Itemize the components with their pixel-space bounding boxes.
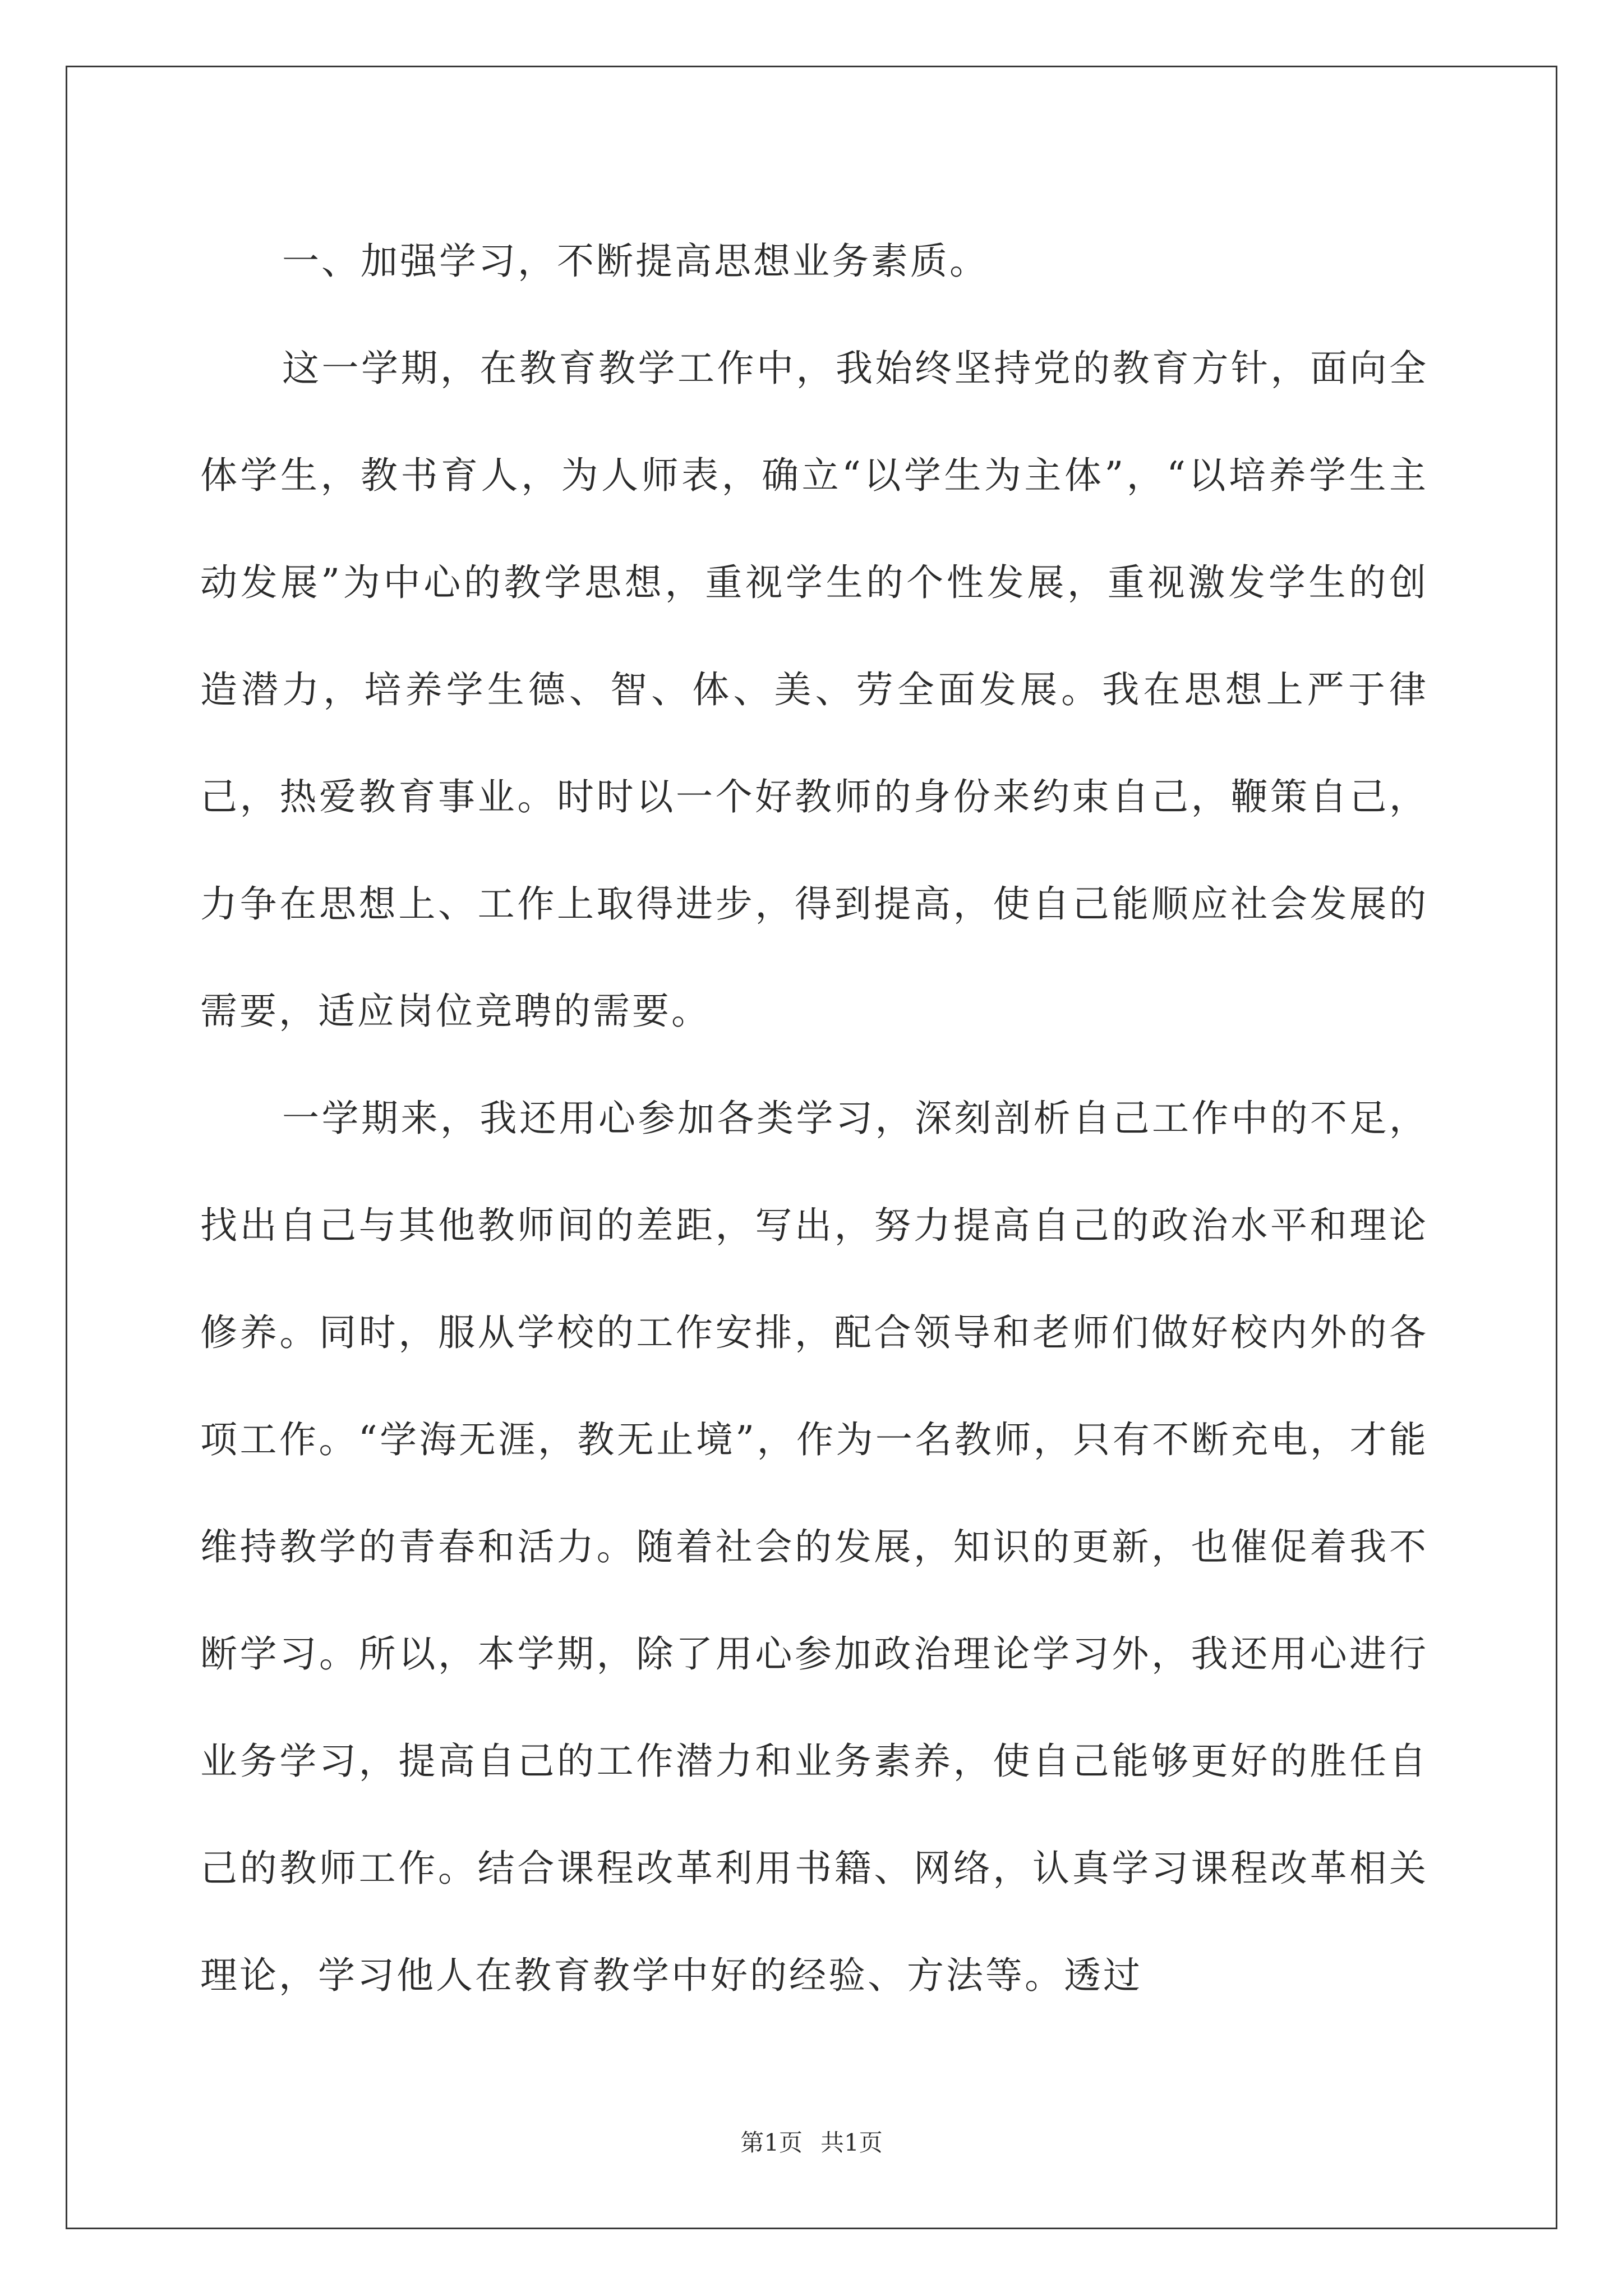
paragraph: 这一学期，在教育教学工作中，我始终坚持党的教育方针，面向全体学生，教书育人，为人师表，确立“以学生为主体”，“以培养学生主动发展”为中心的教学思想，重视学生的个性发展，重视激发学生的创造潜力，培养学生德、智、体、美、劳全面发展。我在思想上严于律己，热爱教育事业。时时以一个好教师的身份来约束自己，鞭策自己，力争在思想上、工作上取得进步，得到提高，使自己能顺应社会发展的需要，适应岗位竞聘的需要。 <box>200 347 1428 1033</box>
page-footer <box>0 2126 1623 2160</box>
page-number: 第1页 <box>740 2129 803 2156</box>
document-body <box>200 208 1428 2029</box>
section-heading: 一、加强学习，不断提高思想业务素质。 <box>282 240 989 283</box>
page-total: 共1页 <box>820 2129 883 2156</box>
paragraph: 一学期来，我还用心参加各类学习，深刻剖析自己工作中的不足，找出自己与其他教师间的差距，写出，努力提高自己的政治水平和理论修养。同时，服从学校的工作安排，配合领导和老师们做好校内外的各项工作。“学海无涯，教无止境”，作为一名教师，只有不断充电，才能维持教学的青春和活力。随着社会的发展，知识的更新，也催促着我不断学习。所以，本学期，除了用心参加政治理论学习外，我还用心进行业务学习，提高自己的工作潜力和业务素养，使自己能够更好的胜任自己的教师工作。结合课程改革利用书籍、网络，认真学习课程改革相关理论，学习他人在教育教学中好的经验、方法等。透过 <box>200 1097 1428 1997</box>
